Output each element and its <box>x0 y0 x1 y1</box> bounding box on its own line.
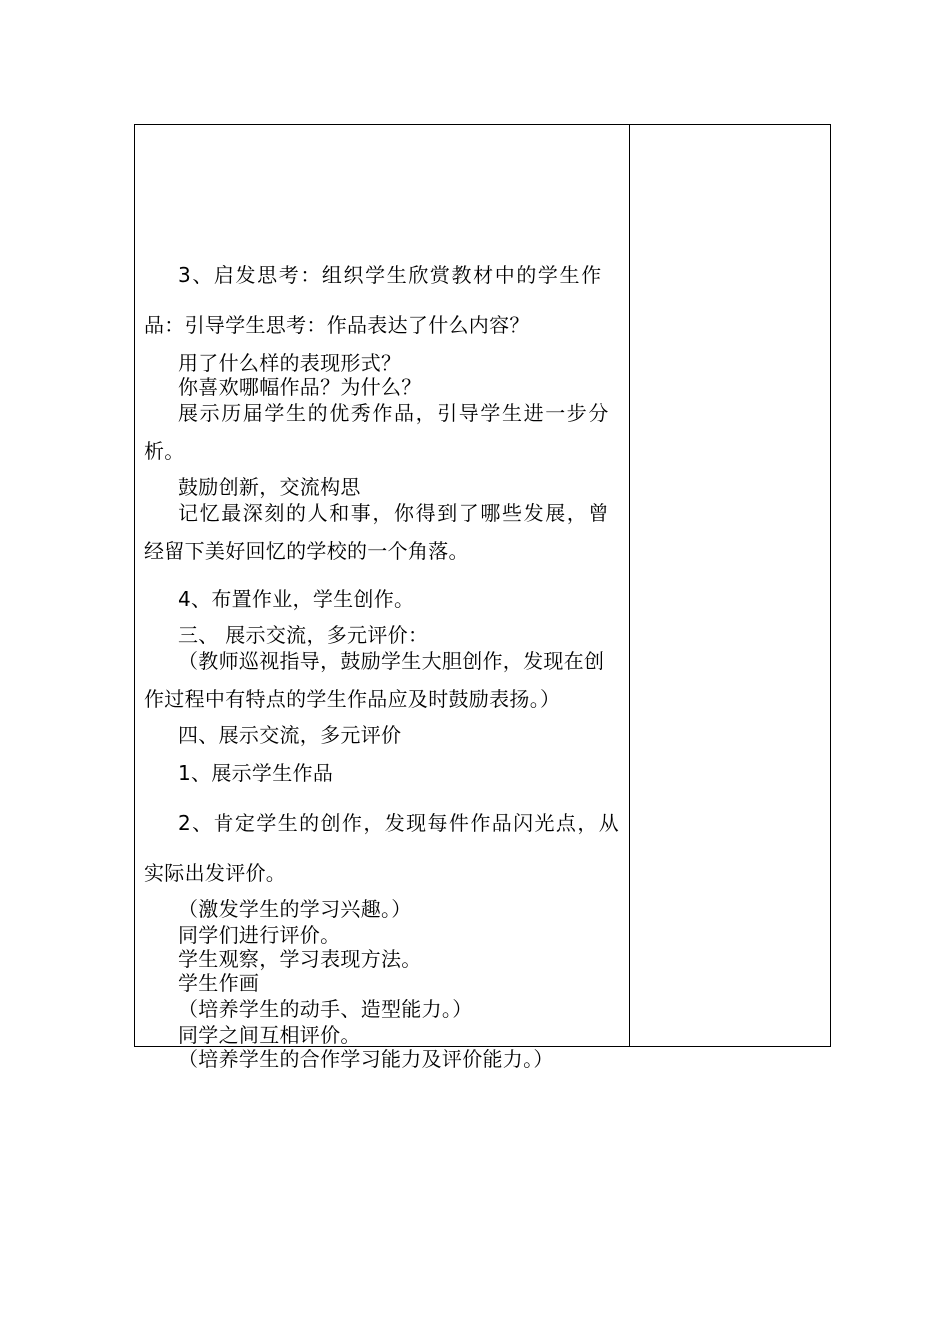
text-line: （教师巡视指导，鼓励学生大胆创作，发现在创 <box>178 649 605 673</box>
text-line: 学生观察，学习表现方法。 <box>178 947 422 971</box>
text-line: 四、展示交流，多元评价 <box>178 723 402 747</box>
text-line: 1、展示学生作品 <box>178 761 334 785</box>
text-line: 品：引导学生思考：作品表达了什么内容？ <box>144 313 530 337</box>
text-line: 3、启发思考：组织学生欣赏教材中的学生作 <box>178 263 603 287</box>
text-line: 同学们进行评价。 <box>178 923 341 947</box>
text-line: （培养学生的合作学习能力及评价能力。） <box>178 1047 554 1071</box>
text-line: （激发学生的学习兴趣。） <box>178 897 412 921</box>
text-line: 记忆最深刻的人和事，你得到了哪些发展，曾 <box>178 501 610 525</box>
text-line: 展示历届学生的优秀作品，引导学生进一步分 <box>178 401 610 425</box>
text-line: 析。 <box>144 439 185 463</box>
text-line: 实际出发评价。 <box>144 861 287 885</box>
text-line: 鼓励创新，交流构思 <box>178 475 361 499</box>
lesson-table <box>134 124 831 1071</box>
content-cell <box>135 125 630 1071</box>
text-line: 4、布置作业，学生创作。 <box>178 587 415 611</box>
text-line: 同学之间互相评价。 <box>178 1023 361 1047</box>
text-line: 三、 展示交流，多元评价： <box>178 623 429 647</box>
text-line: 你喜欢哪幅作品？为什么？ <box>178 375 422 399</box>
notes-cell <box>630 125 830 1046</box>
text-line: 经留下美好回忆的学校的一个角落。 <box>144 539 469 563</box>
text-line: 作过程中有特点的学生作品应及时鼓励表扬。） <box>144 687 561 711</box>
text-line: 学生作画 <box>178 971 260 995</box>
text-line: （培养学生的动手、造型能力。） <box>178 997 473 1021</box>
text-line: 2、肯定学生的创作，发现每件作品闪光点，从 <box>178 811 621 835</box>
text-line: 用了什么样的表现形式？ <box>178 351 402 375</box>
